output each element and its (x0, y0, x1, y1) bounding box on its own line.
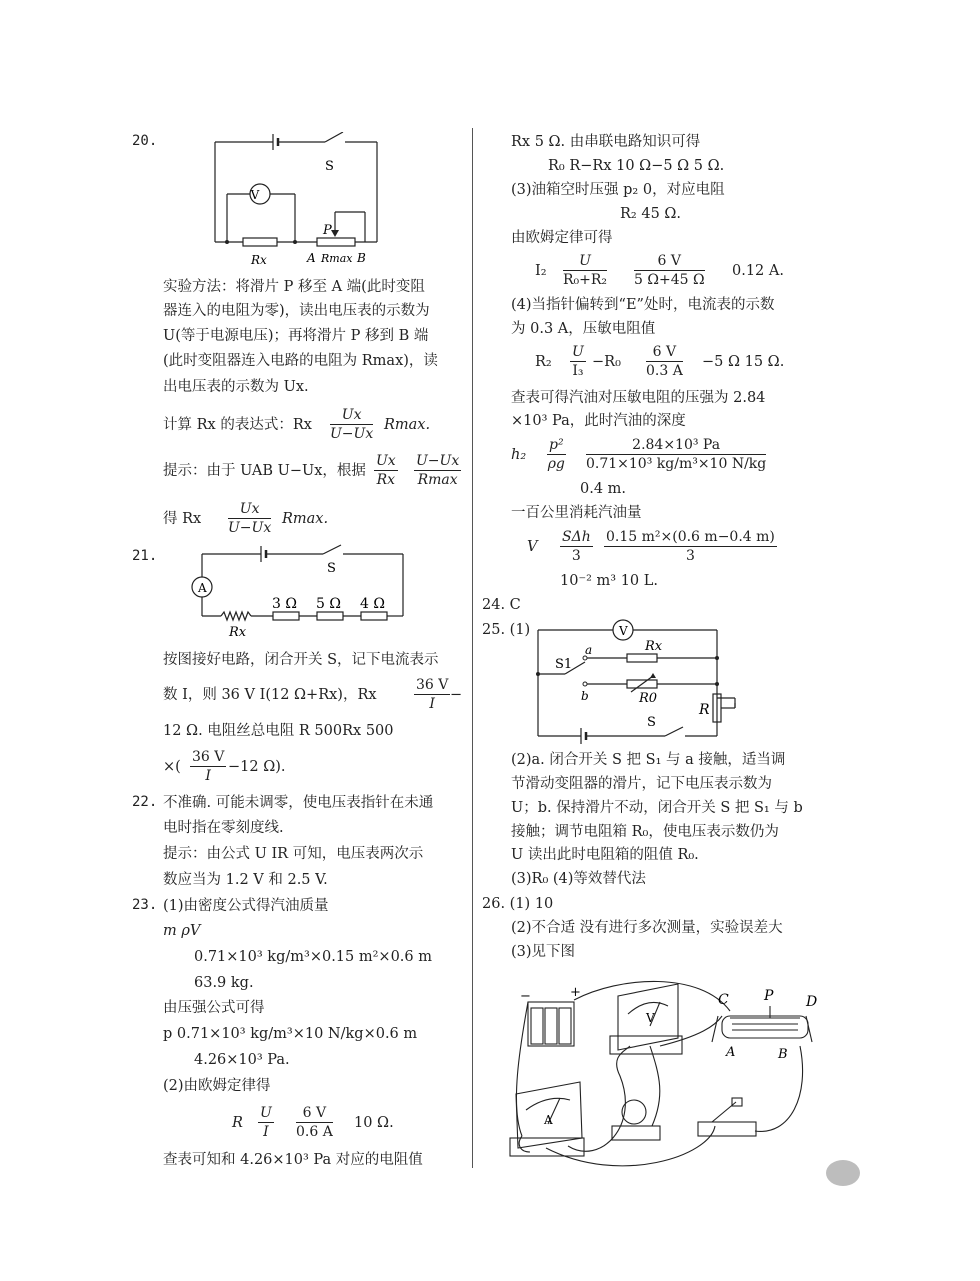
slider-p-label: P (323, 223, 332, 238)
q20-calc-label: 计算 Rx 的表达式：Rx (163, 417, 312, 433)
re-fraction-1: U I₃ (572, 344, 584, 379)
q21-line-2-tail: − (450, 687, 463, 703)
right-q4-line-2: 为 0.3 A，压敏电阻值 (511, 321, 656, 337)
q23-line-5: 由压强公式可得 (163, 1000, 265, 1016)
right-line-4: R₂ 45 Ω. (620, 206, 682, 222)
h-fraction-1: p² ρg (547, 437, 565, 472)
q20-calc-fraction: Ux U−Ux (330, 407, 374, 442)
q26-line-2: (2)不合适 没有进行多次测量，实验误差大 (511, 920, 783, 936)
right-q5-line-2: ×10³ Pa，此时汽油的深度 (511, 413, 686, 429)
q21-line-3: 12 Ω. 电阻丝总电阻 R 500Rx 500 (163, 723, 394, 739)
q25-line-4: 接触；调节电阻箱 R₀，使电压表示数仍为 (511, 824, 779, 840)
rheostat-arrow-icon (650, 673, 656, 678)
contact-b-label: b (581, 689, 589, 703)
right-line-1: Rx 5 Ω. 由串联电路知识可得 (511, 134, 701, 150)
q21-line-2: 数 I，则 36 V I(12 Ω+Rx)，Rx (163, 687, 377, 703)
q22-line-4: 数应当为 1.2 V 和 2.5 V. (163, 872, 328, 888)
q23-line-4: 63.9 kg. (194, 975, 254, 991)
q23-line-7: 4.26×10³ Pa. (194, 1052, 290, 1068)
q20-line-2: 器连入的电阻为零)，读出电压表的示数为 (163, 303, 430, 319)
question-25: 25. (1) (482, 622, 531, 638)
terminal-b-label: B (357, 251, 366, 265)
switch-s1-label: S1 (555, 657, 573, 672)
q21-fraction-1: 36 V I (416, 677, 449, 712)
q25-line-3: U；b. 保持滑片不动，闭合开关 S 把 S₁ 与 b (511, 800, 803, 816)
q25-line-6: (3)R₀ (4)等效替代法 (511, 871, 646, 887)
q22-line-2: 电时指在零刻度线. (163, 820, 284, 836)
voltmeter-label: V (646, 1011, 655, 1025)
q21-fraction-2: 36 V I (192, 749, 225, 784)
v-tail: 10⁻² m³ 10 L. (560, 573, 658, 589)
ammeter-label: A (198, 581, 207, 595)
h-label: h₂ (511, 447, 527, 463)
circuit-diagram-25 (535, 618, 745, 746)
rmax-label: Rmax (321, 252, 353, 265)
rheostat-r-label: R (699, 702, 710, 718)
resistor-5-label: 5 Ω (316, 596, 341, 612)
q23-r-fraction-2: 6 V 0.6 A (296, 1105, 333, 1140)
column-divider (472, 128, 473, 1168)
resistor-4-label: 4 Ω (360, 596, 385, 612)
q23-r-fraction-1: U I (260, 1105, 272, 1140)
q21-line-4: ×( (163, 759, 181, 775)
terminal-a-label: A (307, 251, 316, 265)
contact-a-label: a (585, 643, 593, 657)
right-line-5: 由欧姆定律可得 (511, 230, 613, 246)
switch-s-label: S (647, 715, 656, 730)
page-number-badge (826, 1160, 860, 1186)
resistor-r0-label: R0 (639, 691, 658, 706)
circuit-diagram-20 (205, 132, 395, 272)
q20-result-tail: Rmax. (282, 511, 329, 527)
q23-line-6: p 0.71×10³ kg/m³×10 N/kg×0.6 m (163, 1026, 418, 1042)
voltmeter-label: V (250, 188, 260, 202)
apparatus-diagram-26 (500, 966, 830, 1170)
voltmeter-label: V (619, 624, 628, 638)
q20-hint-fraction-2: U−Ux Rmax (416, 453, 460, 488)
q26-line-3: (3)见下图 (511, 944, 576, 960)
q25-line-5: U 读出此时电阻箱的阻值 R₀. (511, 847, 699, 863)
v-fraction-2: 0.15 m²×(0.6 m−0.4 m) 3 (606, 529, 775, 564)
q23-line-8: (2)由欧姆定律得 (163, 1078, 271, 1094)
battery-minus-label: − (520, 989, 531, 1004)
i2-label: I₂ (535, 263, 547, 279)
q20-hint: 提示：由于 UAB U−Ux，根据 (163, 463, 366, 479)
terminal-d-label: D (806, 994, 818, 1010)
resistor-rx-label: Rx (645, 639, 663, 654)
i2-fraction-1: U R₀+R₂ (563, 253, 608, 288)
slider-arrow-icon (331, 230, 339, 237)
right-q4-line-1: (4)当指针偏转到“E”处时，电流表的示数 (511, 297, 775, 313)
v-label: V (527, 539, 538, 555)
q23-r-label: R (232, 1115, 243, 1131)
q21-line-4-tail: −12 Ω). (228, 759, 286, 775)
terminal-a-label: A (726, 1045, 736, 1060)
slider-p-label: P (764, 988, 774, 1004)
question-number-20: 20. (132, 133, 158, 149)
question-24: 24. C (482, 597, 521, 613)
switch-label: S (325, 159, 334, 174)
re-mid: −R₀ (592, 354, 621, 370)
q23-last-line: 查表可知和 4.26×10³ Pa 对应的电阻值 (163, 1152, 423, 1168)
resistor-rx-label: Rx (229, 625, 247, 640)
resistor-rx-label: Rx (251, 253, 267, 267)
q26-line-1: 26. (1) 10 (482, 896, 554, 912)
q20-line-3: U(等于电源电压)；再将滑片 P 移到 B 端 (163, 328, 429, 344)
q25-line-1: (2)a. 闭合开关 S 把 S₁ 与 a 接触，适当调 (511, 752, 786, 768)
q20-hint-fraction-1: Ux Rx (376, 453, 396, 488)
terminal-b-label: B (778, 1047, 788, 1062)
right-q6-line: 一百公里消耗汽油量 (511, 505, 642, 521)
re-tail: −5 Ω 15 Ω. (702, 354, 785, 370)
q23-line-1: (1)由密度公式得汽油质量 (163, 898, 329, 914)
question-number-21: 21. (132, 548, 158, 564)
q20-result-label: 得 Rx (163, 511, 202, 527)
circuit-diagram-21 (185, 540, 410, 642)
question-number-23: 23. (132, 897, 158, 913)
question-number-22: 22. (132, 794, 158, 810)
q20-line-1: 实验方法：将滑片 P 移至 A 端(此时变阻 (163, 279, 425, 295)
q21-line-1: 按图接好电路，闭合开关 S，记下电流表示 (163, 652, 439, 668)
h-fraction-2: 2.84×10³ Pa 0.71×10³ kg/m³×10 N/kg (586, 437, 767, 472)
q23-r-tail: 10 Ω. (354, 1115, 394, 1131)
right-line-2: R₀ R−Rx 10 Ω−5 Ω 5 Ω. (548, 158, 725, 174)
q25-line-2: 节滑动变阻器的滑片，记下电压表示数为 (511, 776, 772, 792)
q23-line-2: m ρV (163, 923, 201, 939)
i2-tail: 0.12 A. (732, 263, 784, 279)
ammeter-label: A (544, 1113, 553, 1127)
battery-plus-label: + (570, 985, 581, 1000)
q20-result-fraction: Ux U−Ux (228, 501, 272, 536)
q20-line-4: (此时变阻器连入电路的电阻为 Rmax)，读 (163, 353, 438, 369)
right-line-3: (3)油箱空时压强 p₂ 0，对应电阻 (511, 182, 725, 198)
q22-line-3: 提示：由公式 U IR 可知，电压表两次示 (163, 846, 424, 862)
right-q5-line-1: 查表可得汽油对压敏电阻的压强为 2.84 (511, 390, 766, 406)
re-label: R₂ (535, 354, 552, 370)
v-fraction-1: SΔh 3 (562, 529, 591, 564)
h-tail: 0.4 m. (580, 481, 627, 497)
q22-line-1: 不准确. 可能未调零，使电压表指针在未通 (163, 795, 434, 811)
q23-line-3: 0.71×10³ kg/m³×0.15 m²×0.6 m (194, 949, 432, 965)
resistor-3-label: 3 Ω (272, 596, 297, 612)
terminal-c-label: C (718, 992, 729, 1008)
i2-fraction-2: 6 V 5 Ω+45 Ω (634, 253, 705, 288)
q20-calc-tail: Rmax. (384, 417, 431, 433)
re-fraction-2: 6 V 0.3 A (646, 344, 683, 379)
q20-line-5: 出电压表的示数为 Ux. (163, 379, 309, 395)
switch-label: S (327, 561, 336, 576)
